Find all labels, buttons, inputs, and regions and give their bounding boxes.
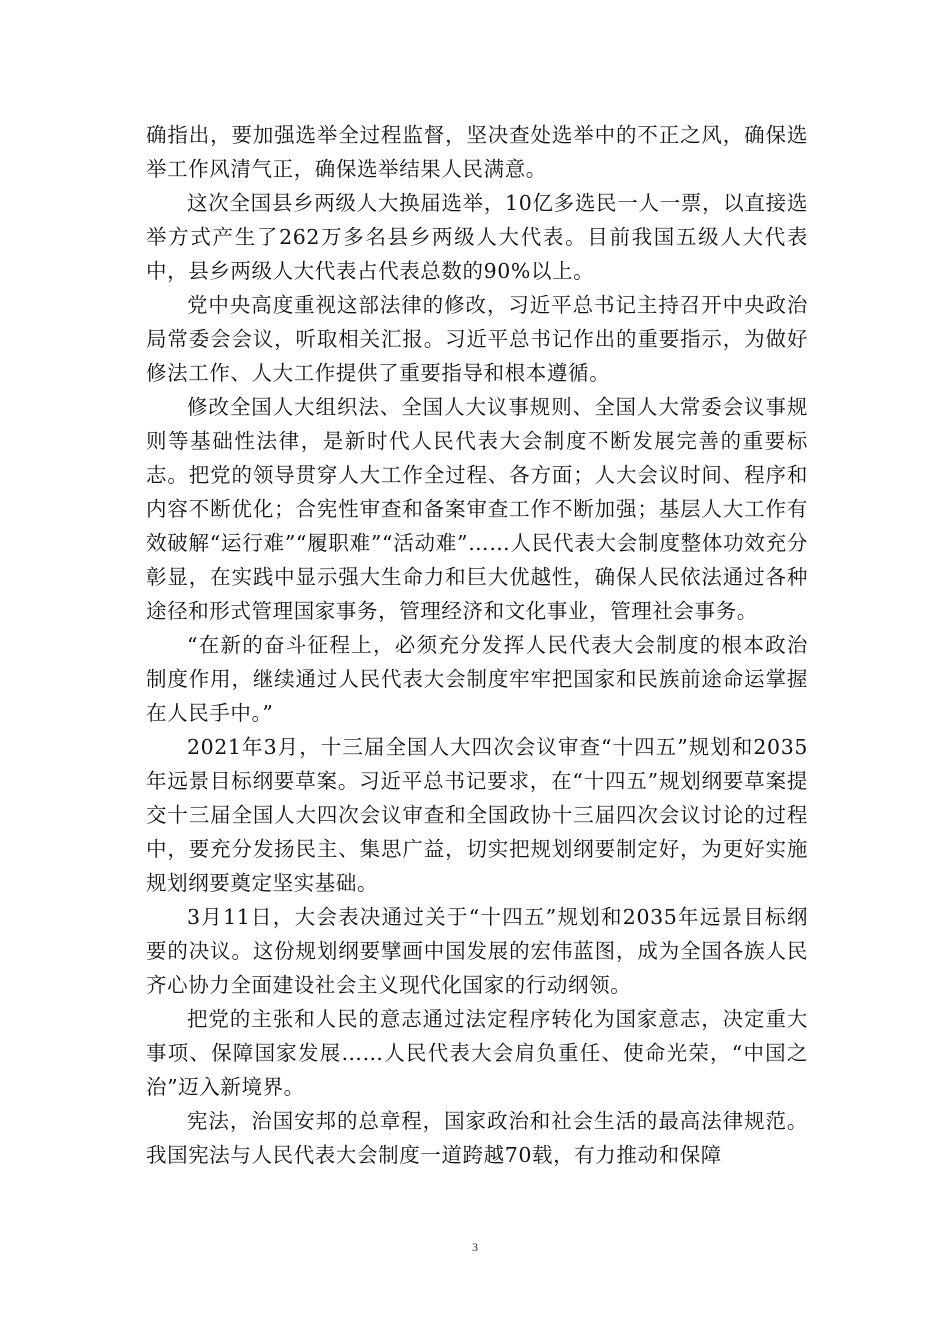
paragraph-1: 确指出，要加强选举全过程监督，坚决查处选举中的不正之风，确保选举工作风清气正，确保选举结果人民满意。 <box>146 123 808 181</box>
document-body <box>146 118 808 1172</box>
paragraph-6: 2021年3月，十三届全国人大四次会议审查“十四五”规划和2035年远景目标纲要草案。习近平总书记要求，在“十四五”规划纲要草案提交十三届全国人大四次会议审查和全国政协十三届四次会议讨论的过程中，要充分发扬民主、集思广益，切实把规划纲要制定好，为更好实施规划纲要奠定坚实基础。 <box>146 735 808 895</box>
paragraph-5-quote: “在新的奋斗征程上，必须充分发挥人民代表大会制度的根本政治制度作用，继续通过人民代表大会制度牢牢把国家和民族前途命运掌握在人民手中。” <box>146 633 808 725</box>
paragraph-8: 把党的主张和人民的意志通过法定程序转化为国家意志，决定重大事项、保障国家发展……人民代表大会肩负重任、使命光荣，“中国之治”迈入新境界。 <box>146 1007 808 1099</box>
paragraph-7: 3月11日，大会表决通过关于“十四五”规划和2035年远景目标纲要的决议。这份规划纲要擘画中国发展的宏伟蓝图，成为全国各族人民齐心协力全面建设社会主义现代化国家的行动纲领。 <box>146 905 808 997</box>
paragraph-9: 宪法，治国安邦的总章程，国家政治和社会生活的最高法律规范。我国宪法与人民代表大会制度一道跨越70载，有力推动和保障 <box>146 1109 808 1167</box>
paragraph-2: 这次全国县乡两级人大换届选举，10亿多选民一人一票，以直接选举方式产生了262万多名县乡两级人大代表。目前我国五级人大代表中，县乡两级人大代表占代表总数的90%以上。 <box>146 191 808 283</box>
paragraph-3: 党中央高度重视这部法律的修改，习近平总书记主持召开中央政治局常委会会议，听取相关汇报。习近平总书记作出的重要指示，为做好修法工作、人大工作提供了重要指导和根本遵循。 <box>146 293 808 385</box>
paragraph-4: 修改全国人大组织法、全国人大议事规则、全国人大常委会议事规则等基础性法律，是新时代人民代表大会制度不断发展完善的重要标志。把党的领导贯穿人大工作全过程、各方面；人大会议时间、程序和内容不断优化；合宪性审查和备案审查工作不断加强；基层人大工作有效破解“运行难”“履职难”“活动难”……人民代表大会制度整体功效充分彰显，在实践中显示强大生命力和巨大优越性，确保人民依法通过各种途径和形式管理国家事务，管理经济和文化事业，管理社会事务。 <box>146 395 808 623</box>
page-number: 3 <box>472 1240 478 1254</box>
